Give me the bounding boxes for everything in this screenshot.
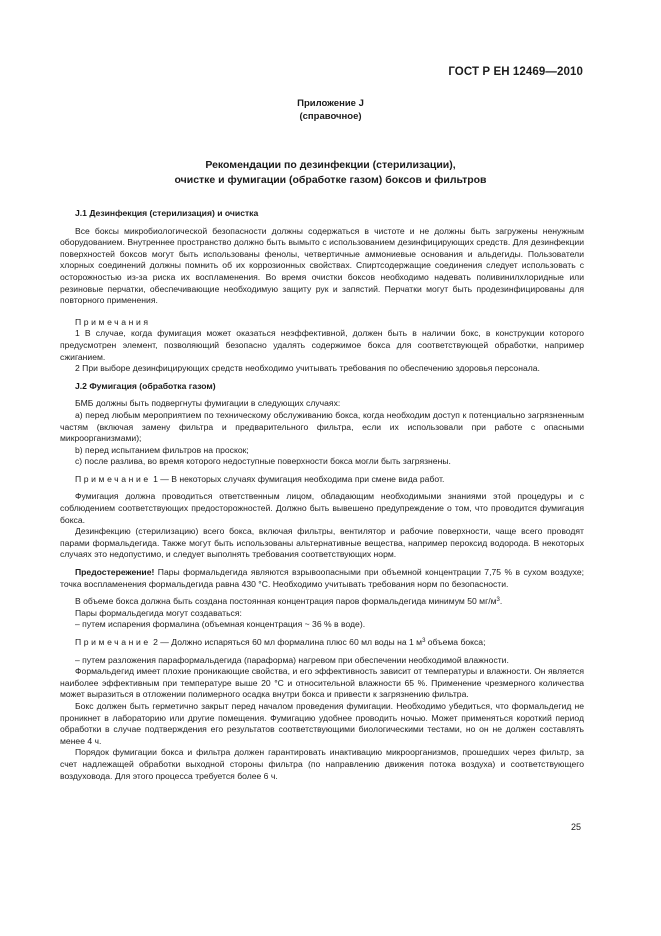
warning-label: Предостережение! — [75, 567, 155, 578]
note-text: 2 — Должно испаряться 60 мл формалина плюс 60 мл воды на 1 м — [150, 637, 423, 647]
note-2-fumigation — [60, 637, 584, 649]
paragraph: Дезинфекцию (стерилизацию) всего бокса, включая фильтры, вентилятор и рабочие поверхности, чаще всего проводят парами формальдегида. Также могут быть использованы альтернативные вещества, например пероксид водорода. В некоторых случаях это недопустимо, и следует выполнять требования соответствующих норм. — [60, 526, 584, 560]
paragraph: Бокс должен быть герметично закрыт перед началом проведения фумигации. Необходимо убедиться, что формальдегид не проникнет в лабораторию или другие помещения. Фумигацию удобнее проводить ночью. Может применяться короткий период обработки в случае подтверждения его результатов соответствующими биологическими тестами, но он не должен составлять менее 4 ч. — [60, 700, 584, 746]
note-1-fumigation — [60, 474, 584, 486]
paragraph: Пары формальдегида могут создаваться: — [75, 607, 242, 618]
superscript: 3 — [496, 597, 500, 604]
concentration-paragraph — [60, 596, 584, 608]
document-body — [60, 208, 584, 782]
section-heading-j1: J.1 Дезинфекция (стерилизация) и очистка — [75, 208, 259, 218]
list-item-b: b) перед испытанием фильтров на проскок; — [75, 444, 249, 455]
standard-header: ГОСТ Р ЕН 12469—2010 — [448, 66, 583, 78]
note-1: 1 В случае, когда фумигация может оказаться неэффективной, должен быть в наличии бокс, в конструкции которого предусмотрен элемент, позволяющий безопасно удалять содержимое бокса для соответствующей обработки, например сжиганием. — [60, 328, 584, 362]
superscript: 3 — [422, 638, 426, 644]
concentration-text: В объеме бокса должна быть создана постоянная концентрация паров формальдегида минимум 50 мг/м — [75, 596, 497, 607]
concentration-end: . — [499, 596, 503, 607]
document-title-line2: очистке и фумигации (обработке газом) боксов и фильтров — [174, 173, 487, 186]
document-title-line1: Рекомендации по дезинфекции (стерилизации), — [205, 159, 456, 171]
dash-item-2: – путем разложения параформальдегида (параформа) нагревом при обеспечении необходимой влажности. — [75, 654, 509, 665]
dash-item-1: – путем испарения формалина (объемная концентрация ~ 36 % в воде). — [75, 619, 366, 630]
note-text: 1 — В некоторых случаях фумигация необходима при смене вида работ. — [150, 473, 445, 484]
note-label: Примечание — [75, 473, 151, 484]
appendix-subtitle: (справочное) — [299, 111, 362, 122]
paragraph: Порядок фумигации бокса и фильтра должен гарантировать инактивацию микроорганизмов, прошедших через фильтр, за счет надлежащей обработки выходной стороны фильтра (по направлению движения потока воздуха) и соответствующего воздуховода. Для этого процесса требуется более 6 ч. — [60, 747, 584, 781]
list-item-a: a) перед любым мероприятием по техническому обслуживанию бокса, когда необходим доступ к потенциально загрязненным частям (включая замену фильтра и предварительного фильтра, если их использовали при работе с опасными микроорганизмами); — [60, 409, 584, 444]
appendix-heading — [0, 97, 661, 123]
appendix-title: Приложение J — [297, 98, 364, 109]
section-heading-j2: J.2 Фумигация (обработка газом) — [75, 380, 216, 391]
warning-paragraph — [60, 567, 584, 590]
note-2: 2 При выборе дезинфицирующих средств необходимо учитывать требования по обеспечению здоровья персонала. — [75, 363, 540, 374]
note-end: объема бокса; — [425, 637, 486, 647]
paragraph: Формальдегид имеет плохие проникающие свойства, и его эффективность зависит от температуры и влажности. Он является наиболее эффективным при температуре выше 20 °С и относительной влажности 65 %. Применение чрезмерного количества может выразиться в отложении полимерного осадка внутри бокса и привести к загрязнению фильтра. — [60, 666, 584, 700]
paragraph: БМБ должны быть подвергнуты фумигации в следующих случаях: — [75, 398, 341, 409]
paragraph: Все боксы микробиологической безопасности должны содержаться в чистоте и не должны быть загружены ненужным оборудованием. Внутреннее пространство должно быть вымыто с использованием дезинфицирующих средств. Для дезинфекции поверхностей боксов могут быть использованы фенолы, четвертичные аммониевые основания и альдегиды. Пользователи хлорных соединений должны помнить об их коррозионных свойствах. Спиртсодержащие соединения следует использовать с осторожностью из-за риска их воспламенения. Во время очистки боксов необходимо надевать поливинилхлоридные или резиновые перчатки, обеспечивающие необходимую защиту рук и запястий. Перчатки могут быть продезинфицированы для повторного применения. — [60, 225, 584, 306]
notes-label: Примечания — [75, 316, 151, 327]
list-item-c: c) после разлива, во время которого недоступные поверхности бокса могли быть загрязнены. — [75, 456, 451, 467]
document-title — [0, 158, 661, 187]
page-number: 25 — [570, 822, 581, 832]
note-label: Примечание — [75, 637, 151, 647]
paragraph: Фумигация должна проводиться ответственным лицом, обладающим необходимыми знаниями этой процедуры и с соблюдением соответствующих предосторожностей. Должно быть вывешено предупреждение о том, что проводится фумигация бокса. — [60, 491, 584, 525]
warning-text: Пары формальдегида являются взрывоопасными при объемной концентрации 7,75 % в сухом воздухе; точка воспламенения формальдегида равна 430 °С. Необходимо учитывать требования норм по безопасности. — [60, 567, 584, 589]
